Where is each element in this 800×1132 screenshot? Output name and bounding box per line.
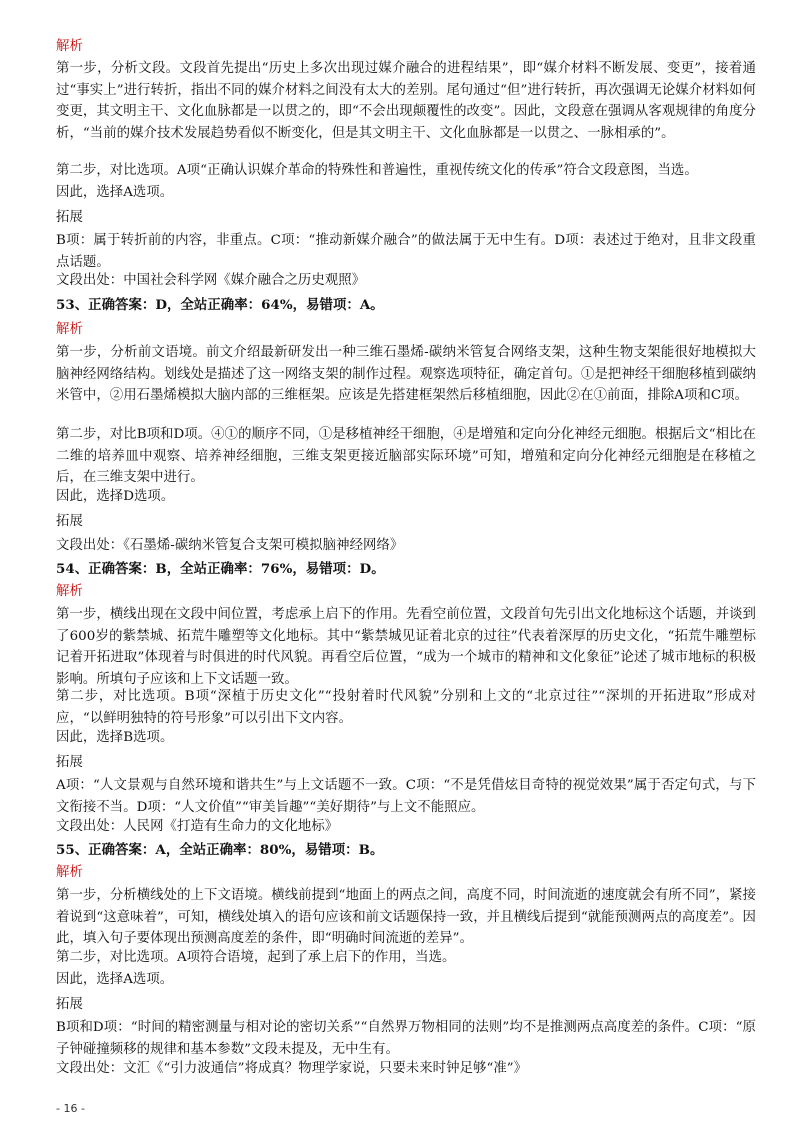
section-heading-extension: 拓展 — [56, 997, 83, 1012]
section-heading-analysis: 解析 — [56, 39, 83, 54]
source-line: 文段出处：《石墨烯-碳纳米管复合支架可模拟脑神经网络》 — [56, 538, 404, 553]
source-line: 文段出处：人民网《打造有生命力的文化地标》 — [56, 819, 339, 834]
paragraph: 第二步，对比选项。A项符合语境，起到了承上启下的作用，当选。 — [56, 950, 456, 965]
section-heading-extension: 拓展 — [56, 514, 83, 529]
answer-line-53: 53、正确答案：D，全站正确率：64%，易错项：A。 — [56, 297, 384, 313]
section-heading-analysis: 解析 — [56, 865, 83, 880]
paragraph: 第一步，分析前文语境。前文介绍最新研发出一种三维石墨烯-碳纳米管复合网络支架，这种生物支架能很好地模拟大脑神经网络结构。划线处是描述了这一网络支架的制作过程。观察选项特征，确定首句。①是把神经干细胞移植到碳纳米管中，②用石墨烯模拟大脑内部的三维框架。应该是先搭建框架然后移植细胞，因此②在①前面，排除A项和C项。 — [56, 345, 756, 404]
paragraph: 第二步，对比B项和D项。④①的顺序不同，①是移植神经干细胞，④是增殖和定向分化神经元细胞。根据后文“相比在二维的培养皿中观察、培养神经细胞，三维支架更接近脑部实际环境”可知，增殖和定向分化神经元细胞是在移植之后，在三维支架中进行。 — [56, 427, 756, 486]
section-heading-extension: 拓展 — [56, 210, 83, 225]
paragraph: B项和D项：“时间的精密测量与相对论的密切关系”“自然界万物相同的法则”均不是推测两点高度差的条件。C项：“原子钟碰撞频移的规律和基本参数”文段未提及，无中生有。 — [56, 1020, 756, 1057]
paragraph: 因此，选择A选项。 — [56, 185, 174, 200]
paragraph: 因此，选择D选项。 — [56, 489, 175, 504]
paragraph: 第一步，横线出现在文段中间位置，考虑承上启下的作用。先看空前位置，文段首句先引出文化地标这个话题，并谈到了600岁的紫禁城、拓荒牛雕塑等文化地标。其中“紫禁城见证着北京的过往”代表着深厚的历史文化，“拓荒牛雕塑标记着开拓进取”体现着与时俱进的时代风貌。再看空后位置，“成为一个城市的精神和文化象征”论述了城市地标的积极影响。所填句子应该和上下文话题一致。 — [56, 607, 756, 687]
answer-line-55: 55、正确答案：A，全站正确率：80%，易错项：B。 — [56, 842, 384, 858]
paragraph: B项：属于转折前的内容，非重点。C项：“推动新媒介融合”的做法属于无中生有。D项：表述过于绝对，且非文段重点话题。 — [56, 233, 756, 270]
section-heading-analysis: 解析 — [56, 584, 83, 599]
paragraph: 因此，选择B选项。 — [56, 730, 174, 745]
source-line: 文段出处：中国社会科学网《媒介融合之历史观照》 — [56, 273, 366, 288]
section-heading-extension: 拓展 — [56, 755, 83, 770]
paragraph: 第二步，对比选项。A项“正确认识媒介革命的特殊性和普遍性，重视传统文化的传承”符合文段意图，当选。 — [56, 163, 698, 178]
page-number: - 16 - — [56, 1102, 85, 1115]
paragraph: 第一步，分析横线处的上下文语境。横线前提到“地面上的两点之间，高度不同，时间流逝的速度就会有所不同”，紧接着说到“这意味着”，可知，横线处填入的语句应该和前文话题保持一致，并且横线后提到“就能预测两点的高度差”。因此，填入句子要体现出预测高度差的条件，即“明确时间流逝的差异”。 — [56, 888, 756, 947]
paragraph: 第一步，分析文段。文段首先提出“历史上多次出现过媒介融合的进程结果”，即“媒介材料不断发展、变更”，接着通过“事实上”进行转折，指出不同的媒介材料之间没有太大的差别。尾句通过“但”进行转折，再次强调无论媒介材料如何变更，其文明主干、文化血脉都是一以贯之的，即“不会出现颠覆性的改变”。因此，文段意在强调从客观规律的角度分析，“当前的媒介技术发展趋势看似不断变化，但是其文明主干、文化血脉都是一以贯之、一脉相承的”。 — [56, 61, 756, 141]
paragraph: 因此，选择A选项。 — [56, 972, 174, 987]
answer-line-54: 54、正确答案：B，全站正确率：76%，易错项：D。 — [56, 561, 385, 577]
paragraph: 第二步，对比选项。B项“深植于历史文化”“投射着时代风貌”分别和上文的“北京过往”“深圳的开拓进取”形成对应，“以鲜明独特的符号形象”可以引出下文内容。 — [56, 689, 756, 726]
paragraph: A项：“人文景观与自然环境和谐共生”与上文话题不一致。C项：“不是凭借炫目奇特的视觉效果”属于否定句式，与下文衔接不当。D项：“人文价值”“审美旨趣”“美好期待”与上文不能照应。 — [56, 778, 756, 815]
source-line: 文段出处：文汇《“引力波通信”将成真？物理学家说，只要未来时钟足够“准”》 — [56, 1061, 528, 1076]
section-heading-analysis: 解析 — [56, 322, 83, 337]
